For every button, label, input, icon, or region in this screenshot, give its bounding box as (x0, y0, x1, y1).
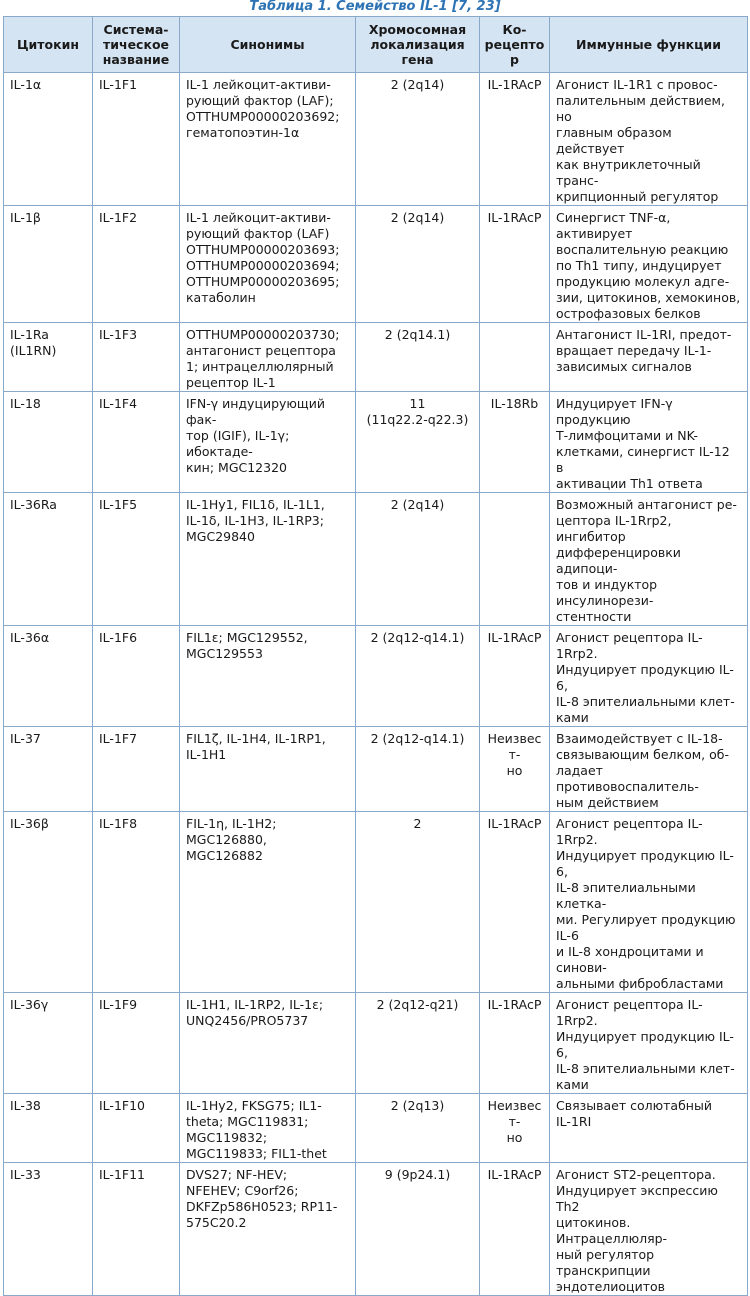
header-coreceptor: Ко- рецептор (480, 17, 550, 73)
cell-synonyms: IL-1 лейкоцит-активи- рующий фактор (LAF) OTTHUMP00000203693; OTTHUMP00000203694; OTTHUMP00000203695; катаболин (180, 206, 356, 323)
table-row (4, 727, 748, 812)
cell-synonyms: IL-1Hy2, FKSG75; IL1- theta; MGC119831; MGC119832; MGC119833; FIL1-thet (180, 1094, 356, 1163)
cell-coreceptor: IL-1RAcP (480, 1163, 550, 1296)
cell-synonyms: IL-1H1, IL-1RP2, IL-1ε; UNQ2456/PRO5737 (180, 993, 356, 1094)
cell-synonyms: OTTHUMP00000203730; антагонист рецептора 1; интрацеллюлярный рецептор IL-1 (180, 323, 356, 392)
cell-cytokine: IL-37 (4, 727, 93, 812)
table-row (4, 1163, 748, 1296)
table-row (4, 392, 748, 493)
cell-systematic-name: IL-1F8 (93, 812, 180, 993)
table-row (4, 1094, 748, 1163)
cell-immune-functions: Агонист рецептора IL-1Rrp2. Индуцирует продукцию IL-6, IL-8 эпителиальными клетка- ми. Регулирует продукцию IL-6 и IL-8 хондроцитами и синови- альными фибробластами (550, 812, 748, 993)
il1-family-table (3, 16, 748, 1296)
cell-coreceptor: IL-1RAcP (480, 626, 550, 727)
table-header-row (4, 17, 748, 73)
cell-systematic-name: IL-1F11 (93, 1163, 180, 1296)
header-immune-functions: Иммунные функции (550, 17, 748, 73)
cell-immune-functions: Индуцирует IFN-γ продукцию Т-лимфоцитами и NK- клетками, синергист IL-12 в активации Th1 ответа (550, 392, 748, 493)
cell-immune-functions: Взаимодействует с IL-18- связывающим белком, об- ладает противовоспалитель- ным действием (550, 727, 748, 812)
cell-cytokine: IL-36Ra (4, 493, 93, 626)
cell-coreceptor: Неизвест- но (480, 727, 550, 812)
cell-immune-functions: Агонист ST2-рецептора. Индуцирует экспрессию Th2 цитокинов. Интрацеллюляр- ный регулятор транскрипции эндотелиоцитов (550, 1163, 748, 1296)
table-row (4, 206, 748, 323)
cell-coreceptor (480, 323, 550, 392)
cell-chromosome-locus: 2 (2q14) (356, 493, 480, 626)
header-cytokine: Цитокин (4, 17, 93, 73)
cell-coreceptor: Неизвест- но (480, 1094, 550, 1163)
cell-systematic-name: IL-1F4 (93, 392, 180, 493)
cell-cytokine: IL-1β (4, 206, 93, 323)
cell-systematic-name: IL-1F9 (93, 993, 180, 1094)
table-row (4, 993, 748, 1094)
cell-synonyms: IL-1 лейкоцит-активи- рующий фактор (LAF); OTTHUMP00000203692; гематопоэтин-1α (180, 73, 356, 206)
cell-chromosome-locus: 2 (2q14.1) (356, 323, 480, 392)
cell-cytokine: IL-36γ (4, 993, 93, 1094)
table-row (4, 493, 748, 626)
cell-chromosome-locus: 2 (2q14) (356, 73, 480, 206)
cell-immune-functions: Возможный антагонист ре- цептора IL-1Rrp2, ингибитор дифференцировки адипоци- тов и индуктор инсулинорези- стентности (550, 493, 748, 626)
table-row (4, 812, 748, 993)
header-chromosome-locus: Хромосомная локализация гена (356, 17, 480, 73)
cell-coreceptor: IL-1RAcP (480, 812, 550, 993)
cell-coreceptor: IL-1RAcP (480, 73, 550, 206)
cell-systematic-name: IL-1F7 (93, 727, 180, 812)
cell-coreceptor: IL-1RAcP (480, 206, 550, 323)
cell-systematic-name: IL-1F2 (93, 206, 180, 323)
table-row (4, 323, 748, 392)
cell-systematic-name: IL-1F3 (93, 323, 180, 392)
cell-chromosome-locus: 2 (2q12-q14.1) (356, 727, 480, 812)
cell-synonyms: IFN-γ индуцирующий фак- тор (IGIF), IL-1γ; ибоктаде- кин; MGC12320 (180, 392, 356, 493)
cell-chromosome-locus: 2 (2q13) (356, 1094, 480, 1163)
cell-coreceptor: IL-1RAcP (480, 993, 550, 1094)
cell-immune-functions: Агонист рецептора IL-1Rrp2. Индуцирует продукцию IL-6, IL-8 эпителиальными клет- ками (550, 993, 748, 1094)
header-systematic-name: Система- тическое название (93, 17, 180, 73)
cell-chromosome-locus: 11 (11q22.2-q22.3) (356, 392, 480, 493)
cell-systematic-name: IL-1F1 (93, 73, 180, 206)
cell-immune-functions: Агонист IL-1R1 с провос- палительным действием, но главным образом действует как внутриклеточный транс- крипционный регулятор (550, 73, 748, 206)
cell-coreceptor (480, 493, 550, 626)
cell-cytokine: IL-38 (4, 1094, 93, 1163)
cell-cytokine: IL-1Ra (IL1RN) (4, 323, 93, 392)
cell-immune-functions: Синергист TNF-α, активирует воспалительную реакцию по Th1 типу, индуцирует продукцию молекул адге- зии, цитокинов, хемокинов, острофазовых белков (550, 206, 748, 323)
cell-chromosome-locus: 2 (2q14) (356, 206, 480, 323)
cell-cytokine: IL-33 (4, 1163, 93, 1296)
cell-immune-functions: Агонист рецептора IL-1Rrp2. Индуцирует продукцию IL-6, IL-8 эпителиальными клет- ками (550, 626, 748, 727)
cell-chromosome-locus: 2 (2q12-q14.1) (356, 626, 480, 727)
header-synonyms: Синонимы (180, 17, 356, 73)
cell-synonyms: FIL-1η, IL-1H2; MGC126880, MGC126882 (180, 812, 356, 993)
cell-cytokine: IL-36α (4, 626, 93, 727)
cell-systematic-name: IL-1F6 (93, 626, 180, 727)
cell-chromosome-locus: 2 (356, 812, 480, 993)
cell-chromosome-locus: 9 (9p24.1) (356, 1163, 480, 1296)
table-caption: Таблица 1. Семейство IL-1 [7, 23] (249, 0, 501, 14)
cell-synonyms: DVS27; NF-HEV; NFEHEV; C9orf26; DKFZp586H0523; RP11- 575C20.2 (180, 1163, 356, 1296)
cell-synonyms: FIL1ε; MGC129552, MGC129553 (180, 626, 356, 727)
cell-chromosome-locus: 2 (2q12-q21) (356, 993, 480, 1094)
cell-cytokine: IL-1α (4, 73, 93, 206)
cell-synonyms: FIL1ζ, IL-1H4, IL-1RP1, IL-1H1 (180, 727, 356, 812)
cell-synonyms: IL-1Hy1, FIL1δ, IL-1L1, IL-1δ, IL-1H3, IL-1RP3; MGC29840 (180, 493, 356, 626)
cell-systematic-name: IL-1F10 (93, 1094, 180, 1163)
cell-cytokine: IL-36β (4, 812, 93, 993)
cell-cytokine: IL-18 (4, 392, 93, 493)
cell-immune-functions: Антагонист IL-1RI, предот- вращает передачу IL-1- зависимых сигналов (550, 323, 748, 392)
table-row (4, 626, 748, 727)
cell-immune-functions: Связывает солютабный IL-1RI (550, 1094, 748, 1163)
cell-coreceptor: IL-18Rb (480, 392, 550, 493)
cell-systematic-name: IL-1F5 (93, 493, 180, 626)
table-row (4, 73, 748, 206)
